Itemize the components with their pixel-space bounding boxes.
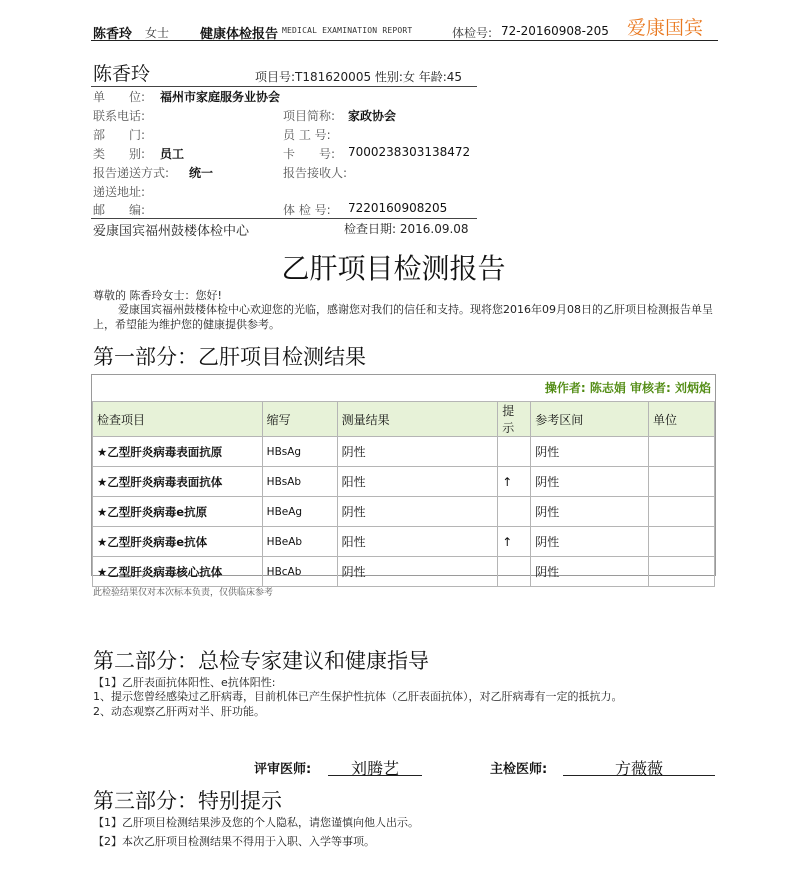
cell-abbr: HBeAg [262,497,337,527]
card-label: 报告接收人: [283,166,348,180]
reviewer-signature: 刘腾艺 [350,759,399,778]
results-panel [91,374,716,579]
cell-item: ★乙型肝炎病毒e抗原 [93,497,263,527]
table-row [93,467,715,497]
cell-hint: ↑ [498,527,531,557]
table-row [93,437,715,467]
card-label: 类 别: [93,147,146,161]
chief-label: 主检医师: [490,762,548,777]
card-label: 联系电话: [93,109,146,123]
section3-title: 第三部分：特别提示 [93,789,282,813]
cell-ref: 阴性 [531,437,649,467]
cell-result: 阳性 [337,467,498,497]
card-patient-name: 陈香玲 [93,63,151,85]
advice-body [93,689,715,719]
cell-hint: ↑ [498,467,531,497]
brand-logo: 爱康国宾 [627,17,704,39]
cell-hint [498,497,531,527]
advice-line: 2、动态观察乙肝两对半、肝功能。 [93,705,265,718]
cell-item: ★乙型肝炎病毒表面抗原 [93,437,263,467]
cell-unit [649,467,715,497]
column-header: 单位 [649,402,715,437]
cell-hint [498,557,531,587]
operator-line: 操作者: 陈志娟 审核者: 刘炳焰 [544,381,711,395]
card-value: 福州市家庭服务业协会 [160,90,281,104]
column-header: 缩写 [262,402,337,437]
cell-abbr: HBsAb [262,467,337,497]
table-row [93,557,715,587]
cell-item: ★乙型肝炎病毒e抗体 [93,527,263,557]
tip-item: 【2】本次乙肝项目检测结果不得用于入职、入学等事项。 [93,835,375,848]
cell-unit [649,437,715,467]
greeting: 尊敬的 陈香玲女士：您好! [93,289,222,302]
card-label: 递送地址: [93,185,146,199]
card-value: 7220160908205 [348,201,448,215]
card-value: 7000238303138472 [348,145,471,159]
card-label: 项目简称: [283,109,336,123]
advice-line: 1、提示您曾经感染过乙肝病毒，目前机体已产生保护性抗体（乙肝表面抗体），对乙肝病毒有一定的抵抗力。 [93,690,623,703]
advice-heading: 【1】乙肝表面抗体阳性、e抗体阳性: [93,676,276,689]
header-divider [91,40,718,41]
cell-ref: 阴性 [531,557,649,587]
chief-signature-line [563,775,715,776]
cell-abbr: HBsAg [262,437,337,467]
reviewer-label: 评审医师: [254,762,312,777]
header-patient-name: 陈香玲 [93,27,133,42]
cell-abbr: HBcAb [262,557,337,587]
exam-center-name: 爱康国宾福州鼓楼体检中心 [93,224,250,239]
cell-result: 阴性 [337,497,498,527]
card-label: 员 工 号: [283,128,331,142]
header-exam-no-label: 体检号: [452,26,493,40]
card-value: 家政协会 [348,109,397,123]
header-report-english: MEDICAL EXAMINATION REPORT [282,26,413,35]
card-label: 部 门: [93,128,146,142]
card-bottom-divider [91,218,477,219]
card-label: 单 位: [93,90,146,104]
disclaimer-note: 此检验结果仅对本次标本负责，仅供临床参考 [93,588,274,598]
cell-result: 阴性 [337,557,498,587]
intro-paragraph: 爱康国宾福州鼓楼体检中心欢迎您的光临，感谢您对我们的信任和支持。现将您2016年09月08日的乙肝项目检测报告单呈上，希望能为维护您的健康提供参考。 [93,303,713,331]
column-header: 参考区间 [531,402,649,437]
cell-unit [649,557,715,587]
card-top-divider [91,86,477,87]
tip-item: 【1】乙肝项目检测结果涉及您的个人隐私，请您谨慎向他人出示。 [93,816,419,829]
cell-item: ★乙型肝炎病毒核心抗体 [93,557,263,587]
card-label: 邮 编: [93,203,146,217]
card-label: 报告递送方式: [93,166,170,180]
table-row [93,497,715,527]
section2-title: 第二部分：总检专家建议和健康指导 [93,649,429,673]
cell-result: 阳性 [337,527,498,557]
column-header: 检查项目 [93,402,263,437]
cell-hint [498,437,531,467]
cell-result: 阴性 [337,437,498,467]
header-patient-title: 女士 [145,26,170,40]
results-table [92,401,715,587]
exam-date: 检查日期: 2016.09.08 [344,222,469,236]
table-header-row [93,402,715,437]
card-project-line: 项目号:T181620005 性别:女 年龄:45 [255,70,463,84]
card-value: 统一 [189,166,214,180]
cell-item: ★乙型肝炎病毒表面抗体 [93,467,263,497]
cell-unit [649,527,715,557]
card-label: 卡 号: [283,147,336,161]
cell-ref: 阴性 [531,467,649,497]
card-label: 体 检 号: [283,203,331,217]
header-exam-no: 72-20160908-205 [501,24,609,38]
column-header: 测量结果 [337,402,498,437]
cell-ref: 阴性 [531,497,649,527]
reviewer-signature-line [328,775,422,776]
report-title: 乙肝项目检测报告 [281,252,506,285]
cell-ref: 阴性 [531,527,649,557]
chief-signature: 方薇薇 [614,759,663,778]
cell-unit [649,497,715,527]
section1-title: 第一部分：乙肝项目检测结果 [93,345,366,369]
card-value: 员工 [160,147,185,161]
column-header: 提示 [498,402,531,437]
header-report-label: 健康体检报告 [200,27,279,42]
table-row [93,527,715,557]
cell-abbr: HBeAb [262,527,337,557]
